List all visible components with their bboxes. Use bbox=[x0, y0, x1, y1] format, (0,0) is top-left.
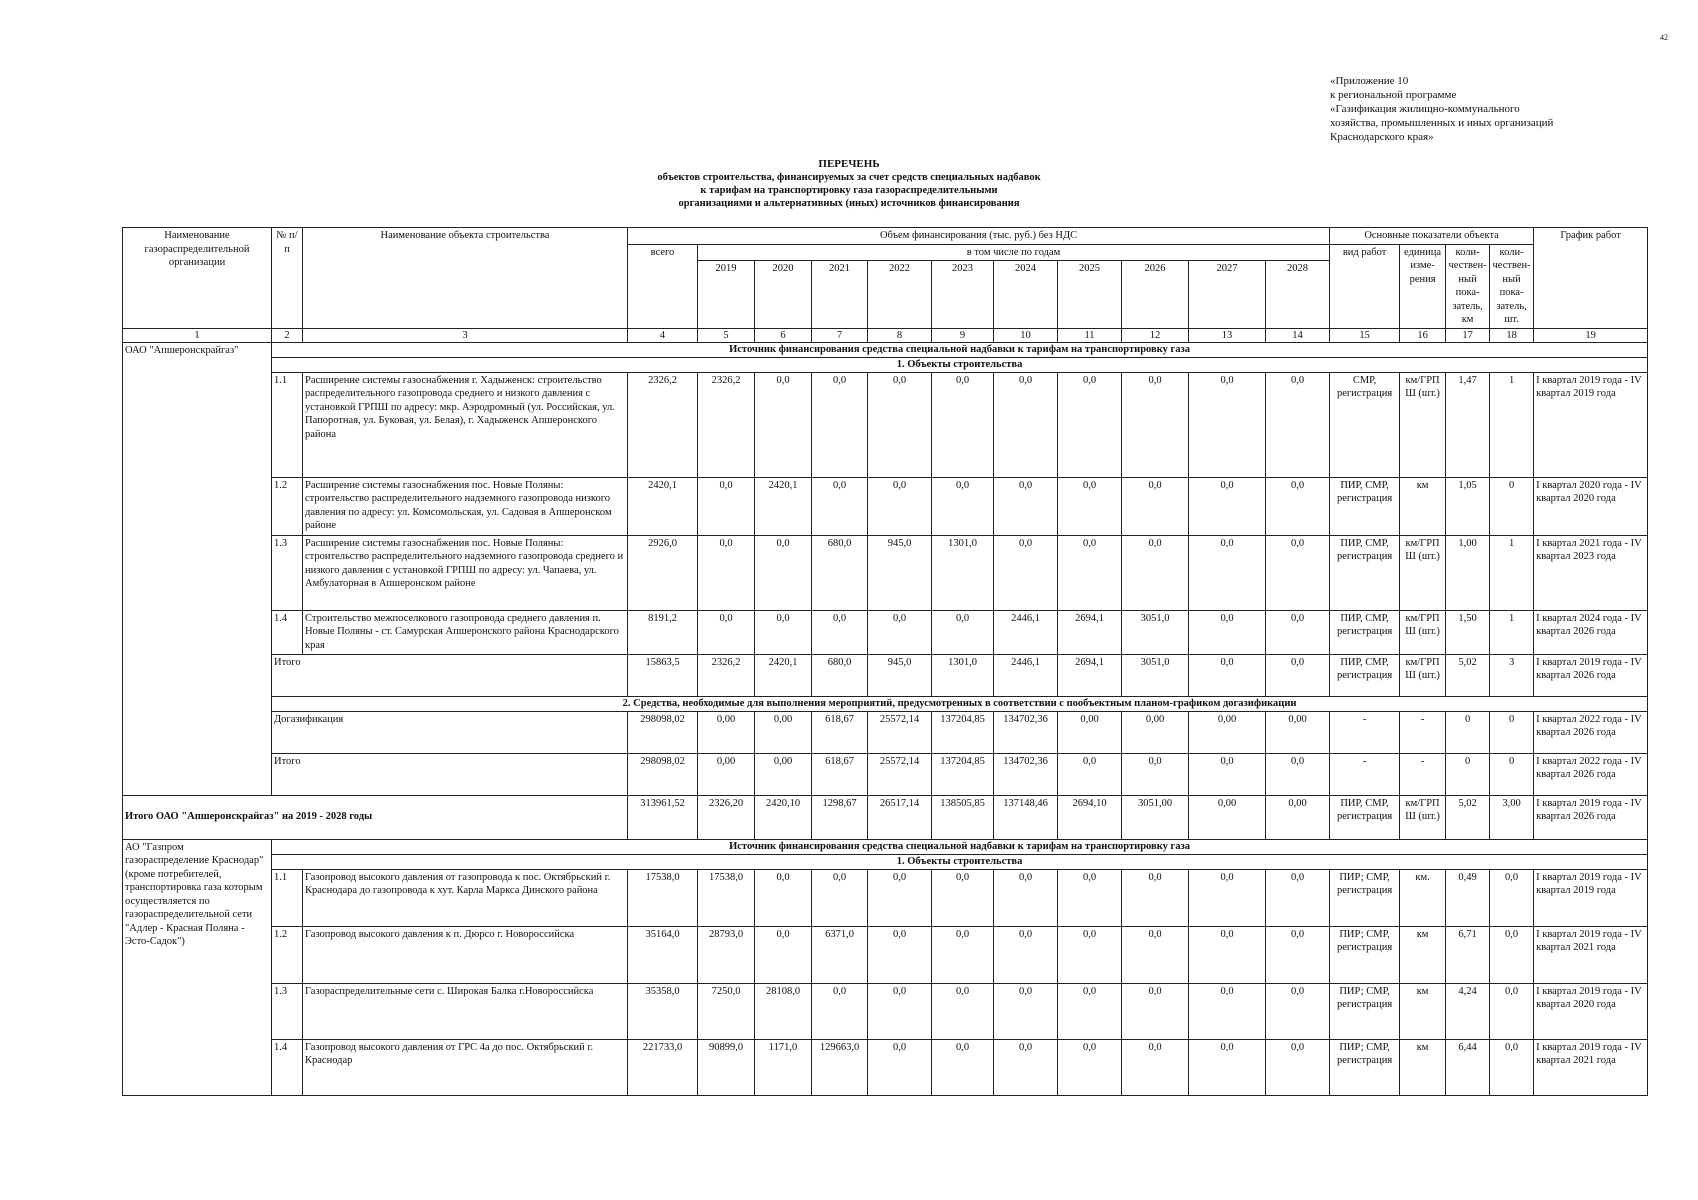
table-row bbox=[123, 983, 1648, 1039]
qty-km: 4,24 bbox=[1446, 983, 1490, 1039]
value-year: 0,0 bbox=[994, 983, 1058, 1039]
schedule: I квартал 2022 года - IV квартал 2026 года bbox=[1534, 753, 1648, 795]
schedule: I квартал 2019 года - IV квартал 2021 года bbox=[1534, 1039, 1648, 1095]
value-year: 0,0 bbox=[994, 869, 1058, 926]
org-name: АО "Газпром газораспределение Краснодар" (кроме потребителей, транспортировка газа которым осуществляется по газораспределительной сети "Адлер - Красная Поляна - Эсто-Садок") bbox=[123, 839, 272, 1095]
value-year: 0,0 bbox=[1189, 753, 1266, 795]
section-row bbox=[123, 696, 1648, 711]
page-number: 42 bbox=[1660, 33, 1668, 42]
value-year: 0,0 bbox=[1189, 983, 1266, 1039]
value-year: 0,0 bbox=[1189, 610, 1266, 654]
unit: км/ГРП Ш (шт.) bbox=[1400, 535, 1446, 610]
schedule: I квартал 2019 года - IV квартал 2020 года bbox=[1534, 983, 1648, 1039]
row-number: 1.3 bbox=[272, 535, 303, 610]
unit: км bbox=[1400, 926, 1446, 983]
work-type: ПИР, СМР, регистрация bbox=[1330, 535, 1400, 610]
value-year: 0,0 bbox=[1122, 983, 1189, 1039]
funding-source: Источник финансирования средства специальной надбавки к тарифам на транспортировку газа bbox=[272, 839, 1648, 854]
value-year: 1298,67 bbox=[812, 795, 868, 839]
value-year: 0,0 bbox=[1266, 610, 1330, 654]
value-year: 0,00 bbox=[1189, 795, 1266, 839]
appendix-line: хозяйства, промышленных и иных организаций bbox=[1330, 117, 1554, 129]
value-year: 2694,10 bbox=[1058, 795, 1122, 839]
table-row bbox=[123, 372, 1648, 477]
object-name: Расширение системы газоснабжения пос. Новые Поляны: строительство распределительного надземного газопровода среднего и низкого давления с установкой ГРПШ по адресу: ул. Чапаева, ул. Амбулаторная в Апшеронском районе bbox=[303, 535, 628, 610]
value-year: 0,0 bbox=[932, 983, 994, 1039]
value-year: 2446,1 bbox=[994, 610, 1058, 654]
unit: км bbox=[1400, 1039, 1446, 1095]
appendix-line: Краснодарского края» bbox=[1330, 131, 1434, 143]
column-number: 14 bbox=[1266, 328, 1330, 342]
column-number: 11 bbox=[1058, 328, 1122, 342]
value-year: 945,0 bbox=[868, 535, 932, 610]
value-year: 0,0 bbox=[1058, 1039, 1122, 1095]
unit: км bbox=[1400, 983, 1446, 1039]
value-year: 0,0 bbox=[1189, 869, 1266, 926]
value-year: 0,0 bbox=[994, 926, 1058, 983]
source-row bbox=[123, 342, 1648, 357]
value-year: 0,0 bbox=[812, 610, 868, 654]
work-type: ПИР; СМР, регистрация bbox=[1330, 983, 1400, 1039]
object-name: Расширение системы газоснабжения г. Хадыженск: строительство распределительного газопровода среднего и низкого давления с установкой ГРПШ по адресу: мкр. Аэродромный (ул. Российская, ул. Папоротная, ул. Буковая, ул. Белая), г. Хадыженск Апшеронского района bbox=[303, 372, 628, 477]
qty-pcs: 3 bbox=[1490, 654, 1534, 696]
value-year: 0,0 bbox=[812, 983, 868, 1039]
value-year: 0,00 bbox=[755, 711, 812, 753]
qty-km: 6,71 bbox=[1446, 926, 1490, 983]
value-year: 1171,0 bbox=[755, 1039, 812, 1095]
value-year: 0,00 bbox=[1058, 711, 1122, 753]
header-year: 2023 bbox=[932, 261, 994, 329]
value-year: 2420,1 bbox=[755, 654, 812, 696]
value-year: 0,0 bbox=[1266, 1039, 1330, 1095]
qty-pcs: 0 bbox=[1490, 477, 1534, 535]
work-type: - bbox=[1330, 711, 1400, 753]
object-name: Строительство межпоселкового газопровода среднего давления п. Новые Поляны - ст. Самурская Апшеронского района Краснодарского края bbox=[303, 610, 628, 654]
header-org: Наименование газораспределительной организации bbox=[123, 228, 272, 329]
column-number: 19 bbox=[1534, 328, 1648, 342]
value-year: 0,0 bbox=[932, 477, 994, 535]
header-year: 2028 bbox=[1266, 261, 1330, 329]
value-year: 0,0 bbox=[1058, 869, 1122, 926]
header-row bbox=[123, 228, 1648, 245]
value-year: 0,00 bbox=[1122, 711, 1189, 753]
value-year: 90899,0 bbox=[698, 1039, 755, 1095]
title-line: объектов строительства, финансируемых за счет средств специальных надбавок bbox=[657, 172, 1041, 183]
value-year: 0,0 bbox=[1266, 983, 1330, 1039]
header-year: 2025 bbox=[1058, 261, 1122, 329]
value-year: 137148,46 bbox=[994, 795, 1058, 839]
value-year: 134702,36 bbox=[994, 711, 1058, 753]
value-year: 138505,85 bbox=[932, 795, 994, 839]
object-name: Газопровод высокого давления к п. Дюрсо г. Новороссийска bbox=[303, 926, 628, 983]
value-year: 0,0 bbox=[868, 869, 932, 926]
schedule: I квартал 2019 года - IV квартал 2021 года bbox=[1534, 926, 1648, 983]
value-year: 0,0 bbox=[1189, 535, 1266, 610]
value-year: 17538,0 bbox=[698, 869, 755, 926]
schedule: I квартал 2022 года - IV квартал 2026 года bbox=[1534, 711, 1648, 753]
value-year: 0,0 bbox=[1058, 477, 1122, 535]
object-name: Догазификация bbox=[272, 711, 628, 753]
column-number: 16 bbox=[1400, 328, 1446, 342]
value-year: 0,0 bbox=[932, 926, 994, 983]
column-number: 7 bbox=[812, 328, 868, 342]
object-name: Газопровод высокого давления от ГРС 4а до пос. Октябрьский г. Краснодар bbox=[303, 1039, 628, 1095]
schedule: I квартал 2021 года - IV квартал 2023 года bbox=[1534, 535, 1648, 610]
value-year: 2420,10 bbox=[755, 795, 812, 839]
value-year: 2326,20 bbox=[698, 795, 755, 839]
unit: - bbox=[1400, 753, 1446, 795]
header-year: 2021 bbox=[812, 261, 868, 329]
header-work-type: вид работ bbox=[1330, 244, 1400, 328]
qty-km: 0 bbox=[1446, 711, 1490, 753]
column-number: 13 bbox=[1189, 328, 1266, 342]
value-year: 2326,2 bbox=[698, 654, 755, 696]
value-year: 0,00 bbox=[1266, 795, 1330, 839]
value-year: 0,0 bbox=[1266, 926, 1330, 983]
value-year: 0,0 bbox=[1058, 926, 1122, 983]
value-year: 28793,0 bbox=[698, 926, 755, 983]
subtotal-row bbox=[123, 654, 1648, 696]
value-total: 15863,5 bbox=[628, 654, 698, 696]
header-year: 2022 bbox=[868, 261, 932, 329]
value-year: 0,0 bbox=[755, 869, 812, 926]
value-year: 680,0 bbox=[812, 654, 868, 696]
value-year: 0,0 bbox=[812, 372, 868, 477]
value-year: 3051,0 bbox=[1122, 610, 1189, 654]
header-year: 2026 bbox=[1122, 261, 1189, 329]
grand-total-label: Итого ОАО "Апшеронскрайгаз" на 2019 - 2028 годы bbox=[123, 795, 628, 839]
column-number: 1 bbox=[123, 328, 272, 342]
row-number: 1.2 bbox=[272, 477, 303, 535]
value-total: 17538,0 bbox=[628, 869, 698, 926]
schedule: I квартал 2020 года - IV квартал 2020 года bbox=[1534, 477, 1648, 535]
value-year: 134702,36 bbox=[994, 753, 1058, 795]
column-number: 4 bbox=[628, 328, 698, 342]
value-year: 0,0 bbox=[1266, 869, 1330, 926]
value-year: 0,0 bbox=[932, 869, 994, 926]
value-total: 2326,2 bbox=[628, 372, 698, 477]
column-number: 9 bbox=[932, 328, 994, 342]
title-line: ПЕРЕЧЕНЬ bbox=[818, 158, 880, 170]
table-row bbox=[123, 610, 1648, 654]
work-type: ПИР, СМР, регистрация bbox=[1330, 654, 1400, 696]
value-year: 0,0 bbox=[1058, 535, 1122, 610]
value-year: 0,0 bbox=[698, 610, 755, 654]
qty-km: 1,00 bbox=[1446, 535, 1490, 610]
title-line: организациями и альтернативных (иных) источников финансирования bbox=[678, 198, 1020, 209]
value-year: 0,0 bbox=[994, 535, 1058, 610]
qty-km: 6,44 bbox=[1446, 1039, 1490, 1095]
qty-km: 1,50 bbox=[1446, 610, 1490, 654]
value-year: 7250,0 bbox=[698, 983, 755, 1039]
qty-pcs: 3,00 bbox=[1490, 795, 1534, 839]
value-year: 0,0 bbox=[868, 372, 932, 477]
value-year: 0,0 bbox=[1266, 477, 1330, 535]
header-object: Наименование объекта строительства bbox=[303, 228, 628, 329]
value-year: 0,0 bbox=[1189, 654, 1266, 696]
value-year: 0,00 bbox=[698, 753, 755, 795]
column-number: 8 bbox=[868, 328, 932, 342]
qty-pcs: 1 bbox=[1490, 372, 1534, 477]
value-year: 0,0 bbox=[1058, 983, 1122, 1039]
object-name: Расширение системы газоснабжения пос. Новые Поляны: строительство распределительного надземного газопровода низкого давления по адресу: ул. Комсомольская, ул. Садовая в Апшеронском районе bbox=[303, 477, 628, 535]
value-year: 25572,14 bbox=[868, 753, 932, 795]
unit: км. bbox=[1400, 869, 1446, 926]
value-year: 0,0 bbox=[932, 372, 994, 477]
qty-pcs: 0 bbox=[1490, 753, 1534, 795]
qty-pcs: 1 bbox=[1490, 535, 1534, 610]
header-volume: Объем финансирования (тыс. руб.) без НДС bbox=[628, 228, 1330, 245]
table-row bbox=[123, 535, 1648, 610]
unit: км/ГРП Ш (шт.) bbox=[1400, 654, 1446, 696]
unit: - bbox=[1400, 711, 1446, 753]
table-row bbox=[123, 869, 1648, 926]
value-total: 2420,1 bbox=[628, 477, 698, 535]
schedule: I квартал 2019 года - IV квартал 2019 года bbox=[1534, 869, 1648, 926]
header-year: 2019 bbox=[698, 261, 755, 329]
value-year: 0,0 bbox=[1122, 869, 1189, 926]
financing-table bbox=[122, 227, 1648, 1096]
value-year: 129663,0 bbox=[812, 1039, 868, 1095]
qty-pcs: 0,0 bbox=[1490, 983, 1534, 1039]
value-year: 0,0 bbox=[1266, 654, 1330, 696]
value-total: 35164,0 bbox=[628, 926, 698, 983]
value-year: 25572,14 bbox=[868, 711, 932, 753]
value-year: 0,0 bbox=[868, 926, 932, 983]
schedule: I квартал 2019 года - IV квартал 2026 года bbox=[1534, 795, 1648, 839]
appendix-line: «Приложение 10 bbox=[1330, 75, 1409, 87]
unit: км bbox=[1400, 477, 1446, 535]
org-name: ОАО "Апшеронскрайгаз" bbox=[123, 342, 272, 795]
qty-km: 0,49 bbox=[1446, 869, 1490, 926]
value-total: 298098,02 bbox=[628, 711, 698, 753]
value-year: 0,0 bbox=[1122, 926, 1189, 983]
value-year: 2446,1 bbox=[994, 654, 1058, 696]
value-year: 0,0 bbox=[698, 477, 755, 535]
value-year: 0,0 bbox=[812, 869, 868, 926]
value-year: 0,0 bbox=[868, 610, 932, 654]
header-num: № п/п bbox=[272, 228, 303, 329]
header-qty-pcs: коли-чествен-ный пока-затель, шт. bbox=[1490, 244, 1534, 328]
column-number: 3 bbox=[303, 328, 628, 342]
header-year: 2027 bbox=[1189, 261, 1266, 329]
value-year: 26517,14 bbox=[868, 795, 932, 839]
schedule: I квартал 2024 года - IV квартал 2026 года bbox=[1534, 610, 1648, 654]
value-year: 945,0 bbox=[868, 654, 932, 696]
work-type: ПИР, СМР, регистрация bbox=[1330, 477, 1400, 535]
value-year: 2420,1 bbox=[755, 477, 812, 535]
qty-km: 1,05 bbox=[1446, 477, 1490, 535]
unit: км/ГРП Ш (шт.) bbox=[1400, 795, 1446, 839]
work-type: ПИР; СМР, регистрация bbox=[1330, 1039, 1400, 1095]
section-row bbox=[123, 357, 1648, 372]
value-year: 0,0 bbox=[868, 983, 932, 1039]
grand-total-row bbox=[123, 795, 1648, 839]
value-total: 35358,0 bbox=[628, 983, 698, 1039]
value-year: 0,00 bbox=[755, 753, 812, 795]
value-year: 0,0 bbox=[868, 1039, 932, 1095]
header-total: всего bbox=[628, 244, 698, 328]
qty-km: 0 bbox=[1446, 753, 1490, 795]
table-row bbox=[123, 926, 1648, 983]
row-number: 1.2 bbox=[272, 926, 303, 983]
column-number: 17 bbox=[1446, 328, 1490, 342]
value-year: 28108,0 bbox=[755, 983, 812, 1039]
header-year: 2024 bbox=[994, 261, 1058, 329]
appendix-line: к региональной программе bbox=[1330, 89, 1457, 101]
qty-km: 1,47 bbox=[1446, 372, 1490, 477]
value-year: 0,0 bbox=[1122, 477, 1189, 535]
value-year: 0,0 bbox=[1266, 372, 1330, 477]
row-number: 1.3 bbox=[272, 983, 303, 1039]
schedule: I квартал 2019 года - IV квартал 2019 года bbox=[1534, 372, 1648, 477]
row-number: 1.1 bbox=[272, 869, 303, 926]
column-number: 15 bbox=[1330, 328, 1400, 342]
unit: км/ГРП Ш (шт.) bbox=[1400, 610, 1446, 654]
column-number: 12 bbox=[1122, 328, 1189, 342]
value-year: 0,0 bbox=[932, 1039, 994, 1095]
value-year: 0,0 bbox=[755, 926, 812, 983]
row-number: 1.4 bbox=[272, 610, 303, 654]
value-year: 0,0 bbox=[1266, 535, 1330, 610]
qty-pcs: 0,0 bbox=[1490, 926, 1534, 983]
value-year: 0,0 bbox=[994, 1039, 1058, 1095]
section-title: 2. Средства, необходимые для выполнения мероприятий, предусмотренных в соответствии с пообъектным планом-графиком догазификации bbox=[272, 696, 1648, 711]
work-type: СМР, регистрация bbox=[1330, 372, 1400, 477]
value-year: 0,0 bbox=[1189, 477, 1266, 535]
qty-pcs: 1 bbox=[1490, 610, 1534, 654]
value-year: 618,67 bbox=[812, 753, 868, 795]
value-year: 0,0 bbox=[1189, 1039, 1266, 1095]
column-number: 18 bbox=[1490, 328, 1534, 342]
value-total: 313961,52 bbox=[628, 795, 698, 839]
value-year: 0,0 bbox=[698, 535, 755, 610]
header-unit: единица изме-рения bbox=[1400, 244, 1446, 328]
column-numbers-row bbox=[123, 328, 1648, 342]
section-title: 1. Объекты строительства bbox=[272, 357, 1648, 372]
value-year: 0,0 bbox=[1122, 372, 1189, 477]
value-year: 0,0 bbox=[812, 477, 868, 535]
column-number: 5 bbox=[698, 328, 755, 342]
funding-source: Источник финансирования средства специальной надбавки к тарифам на транспортировку газа bbox=[272, 342, 1648, 357]
row-number: 1.1 bbox=[272, 372, 303, 477]
value-year: 2326,2 bbox=[698, 372, 755, 477]
value-total: 2926,0 bbox=[628, 535, 698, 610]
appendix-note bbox=[1330, 74, 1553, 144]
header-schedule: График работ bbox=[1534, 228, 1648, 329]
subtotal-label: Итого bbox=[272, 753, 628, 795]
value-year: 0,00 bbox=[1266, 711, 1330, 753]
source-row bbox=[123, 839, 1648, 854]
qty-pcs: 0 bbox=[1490, 711, 1534, 753]
value-year: 0,0 bbox=[994, 372, 1058, 477]
work-type: ПИР; СМР, регистрация bbox=[1330, 869, 1400, 926]
value-year: 137204,85 bbox=[932, 753, 994, 795]
table-row bbox=[123, 1039, 1648, 1095]
value-year: 0,0 bbox=[868, 477, 932, 535]
table-row bbox=[123, 477, 1648, 535]
qty-km: 5,02 bbox=[1446, 654, 1490, 696]
value-year: 1301,0 bbox=[932, 654, 994, 696]
value-year: 6371,0 bbox=[812, 926, 868, 983]
value-year: 0,0 bbox=[1058, 753, 1122, 795]
title-line: к тарифам на транспортировку газа газораспределительными bbox=[700, 185, 998, 196]
appendix-line: «Газификация жилищно-коммунального bbox=[1330, 103, 1520, 115]
value-year: 0,0 bbox=[1189, 926, 1266, 983]
value-year: 0,0 bbox=[1189, 372, 1266, 477]
value-year: 680,0 bbox=[812, 535, 868, 610]
work-type: - bbox=[1330, 753, 1400, 795]
value-year: 0,0 bbox=[1266, 753, 1330, 795]
column-number: 10 bbox=[994, 328, 1058, 342]
header-year: 2020 bbox=[755, 261, 812, 329]
column-number: 2 bbox=[272, 328, 303, 342]
value-total: 298098,02 bbox=[628, 753, 698, 795]
work-type: ПИР; СМР, регистрация bbox=[1330, 926, 1400, 983]
section-title: 1. Объекты строительства bbox=[272, 854, 1648, 869]
qty-pcs: 0,0 bbox=[1490, 1039, 1534, 1095]
value-year: 1301,0 bbox=[932, 535, 994, 610]
value-year: 0,0 bbox=[755, 535, 812, 610]
section-row bbox=[123, 854, 1648, 869]
row-number: 1.4 bbox=[272, 1039, 303, 1095]
work-type: ПИР, СМР, регистрация bbox=[1330, 795, 1400, 839]
value-year: 3051,0 bbox=[1122, 654, 1189, 696]
unit: км/ГРП Ш (шт.) bbox=[1400, 372, 1446, 477]
value-total: 8191,2 bbox=[628, 610, 698, 654]
value-year: 0,00 bbox=[1189, 711, 1266, 753]
value-year: 0,0 bbox=[932, 610, 994, 654]
value-total: 221733,0 bbox=[628, 1039, 698, 1095]
work-type: ПИР, СМР, регистрация bbox=[1330, 610, 1400, 654]
value-year: 3051,00 bbox=[1122, 795, 1189, 839]
value-year: 0,0 bbox=[1122, 535, 1189, 610]
value-year: 0,00 bbox=[698, 711, 755, 753]
value-year: 0,0 bbox=[1058, 372, 1122, 477]
table-row bbox=[123, 711, 1648, 753]
schedule: I квартал 2019 года - IV квартал 2026 года bbox=[1534, 654, 1648, 696]
object-name: Газораспределительные сети с. Широкая Балка г.Новороссийска bbox=[303, 983, 628, 1039]
value-year: 0,0 bbox=[994, 477, 1058, 535]
value-year: 0,0 bbox=[755, 610, 812, 654]
header-by-years: в том числе по годам bbox=[698, 244, 1330, 261]
object-name: Газопровод высокого давления от газопровода к пос. Октябрьский г. Краснодара до газопровода к хут. Карла Маркса Динского района bbox=[303, 869, 628, 926]
subtotal-row bbox=[123, 753, 1648, 795]
subtotal-label: Итого bbox=[272, 654, 628, 696]
value-year: 0,0 bbox=[1122, 1039, 1189, 1095]
qty-km: 5,02 bbox=[1446, 795, 1490, 839]
value-year: 618,67 bbox=[812, 711, 868, 753]
value-year: 2694,1 bbox=[1058, 654, 1122, 696]
column-number: 6 bbox=[755, 328, 812, 342]
qty-pcs: 0,0 bbox=[1490, 869, 1534, 926]
value-year: 0,0 bbox=[1122, 753, 1189, 795]
header-indicators: Основные показатели объекта bbox=[1330, 228, 1534, 245]
value-year: 0,0 bbox=[755, 372, 812, 477]
document-title bbox=[0, 158, 1698, 210]
value-year: 137204,85 bbox=[932, 711, 994, 753]
header-qty-km: коли-чествен-ный пока-затель, км bbox=[1446, 244, 1490, 328]
value-year: 2694,1 bbox=[1058, 610, 1122, 654]
